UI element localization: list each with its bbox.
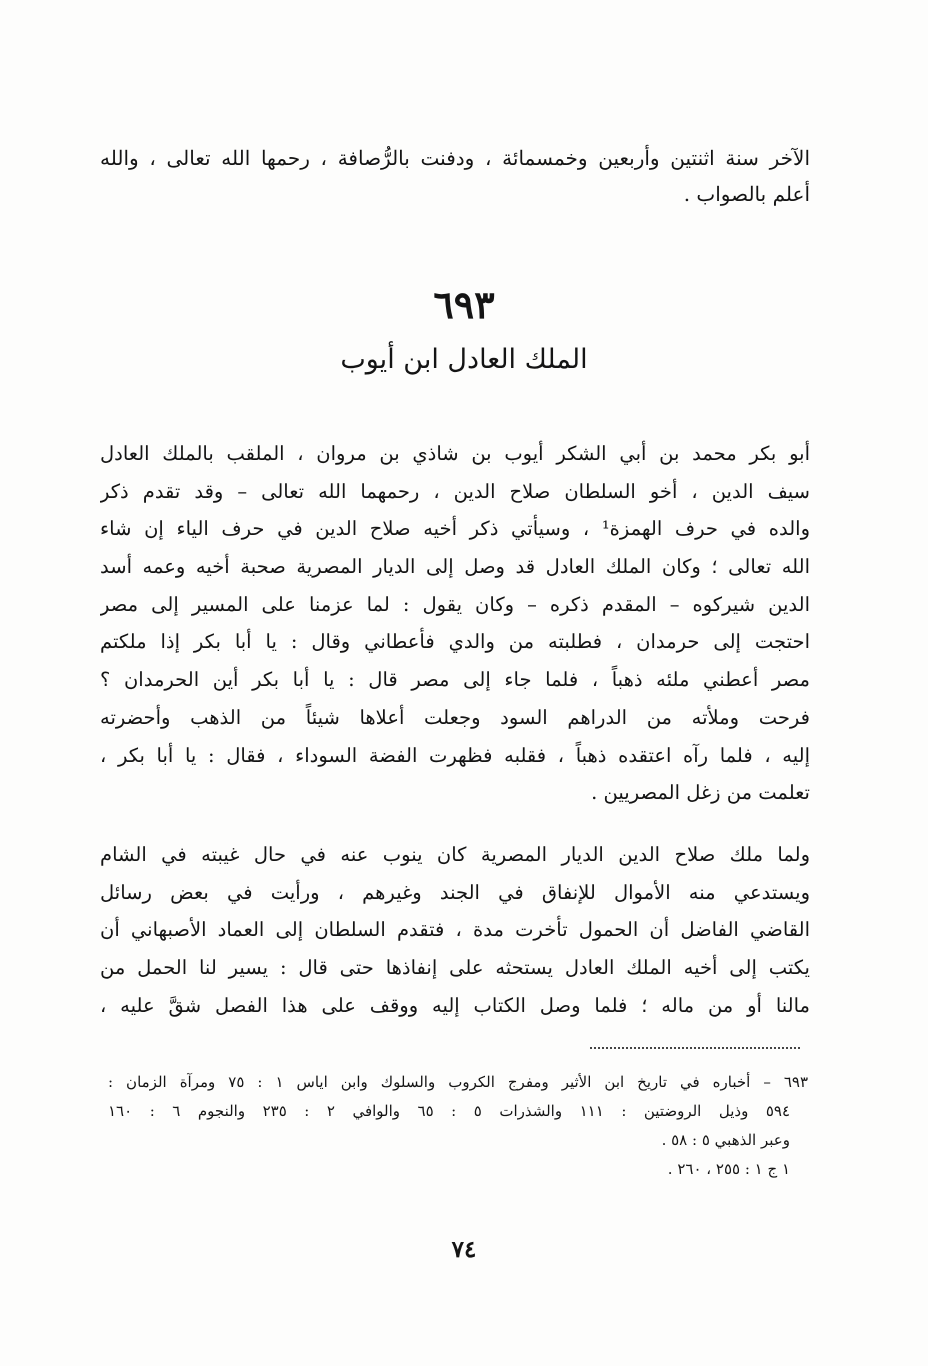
text-line: سيف الدين ، أخو السلطان صلاح الدين ، رحمهما الله تعالى – وقد تقدم ذكر — [100, 479, 810, 503]
text-line: الله تعالى ؛ وكان الملك العادل قد وصل إلى الديار المصرية صحبة أخيه وعمه أسد — [100, 555, 810, 579]
body-paragraph-1 — [100, 435, 810, 812]
footnote-line: وعبر الذهبي ٥ : ٥٨ . — [661, 1131, 790, 1149]
footnote-line: ٥٩٤ وذيل الروضتين : ١١١ والشذرات ٥ : ٦٥ والوافي ٢ : ٢٣٥ والنجوم ٦ : ١٦٠ — [108, 1102, 791, 1120]
text-line: يكتب إلى أخيه الملك العادل يستحثه على إنفاذها حتى قال : يسير لنا الحمل من — [100, 956, 810, 980]
text-line: الدين شيركوه – المقدم ذكره – وكان يقول : لما عزمنا على المسير إلى مصر — [100, 592, 810, 616]
text-line: مالنا أو من ماله ؛ فلما وصل الكتاب إليه ووقف على هذا الفصل شقَّ عليه ، — [100, 993, 810, 1017]
text-line: مصر أعطني ملئه ذهباً ، فلما جاء إلى مصر قال : يا أبا بكر أين الحرمدان ؟ — [100, 668, 810, 692]
text-line: أعلم بالصواب . — [683, 182, 810, 206]
page-number: ٧٤ — [451, 1236, 477, 1263]
text-line: الآخر سنة اثنتين وأربعين وخمسمائة ، ودفنت بالرُّصافة ، رحمها الله تعالى ، والله — [100, 146, 810, 170]
text-line: ولما ملك صلاح الدين الديار المصرية كان ينوب عنه في حال غيبته في الشام — [100, 843, 810, 866]
text-line: إليه ، فلما رآه اعتقده ذهباً ، فقلبه فظهرت الفضة السوداء ، فقال : يا أبا بكر ، — [100, 743, 810, 767]
text-line: أبو بكر محمد بن أبي الشكر أيوب بن شاذي بن مروان ، الملقب بالملك العادل — [100, 442, 810, 465]
footnote-line: ١ ج ١ : ٢٥٥ ، ٢٦٠ . — [667, 1160, 790, 1178]
text-line: فرحت وملأته من الدراهم السود وجعلت أعلاها شيئاً من الذهب وأحضرته — [100, 705, 810, 729]
text-line: القاضي الفاضل أن الحمول تأخرت مدة ، فتقدم السلطان إلى العماد الأصبهاني أن — [100, 918, 810, 942]
body-paragraph-2 — [100, 836, 810, 1024]
text-line: تعلمت من زغل المصريين . — [591, 781, 810, 805]
footnote-divider — [590, 1047, 800, 1049]
text-line: والده في حرف الهمزة¹ ، وسيأتي ذكر أخيه صلاح الدين في حرف الياء إن شاء — [100, 517, 810, 541]
text-line: احتجت إلى حرمدان ، فطلبته من والدي فأعطاني وقال : يا أبا بكر إذا ملكتم — [100, 630, 810, 654]
continuation-text — [100, 140, 810, 212]
footnotes — [108, 1068, 808, 1184]
footnote-line: ٦٩٣ – أخباره في تاريخ ابن الأثير ومفرج الكروب والسلوك وابن اياس ١ : ٧٥ ومرآة الزمان : — [108, 1073, 808, 1091]
entry-number: ٦٩٣ — [433, 282, 495, 327]
text-line: ويستدعي منه الأموال للإنفاق في الجند وغيرهم ، ورأيت في بعض رسائل — [100, 880, 810, 904]
entry-title: الملك العادل ابن أيوب — [340, 344, 588, 375]
